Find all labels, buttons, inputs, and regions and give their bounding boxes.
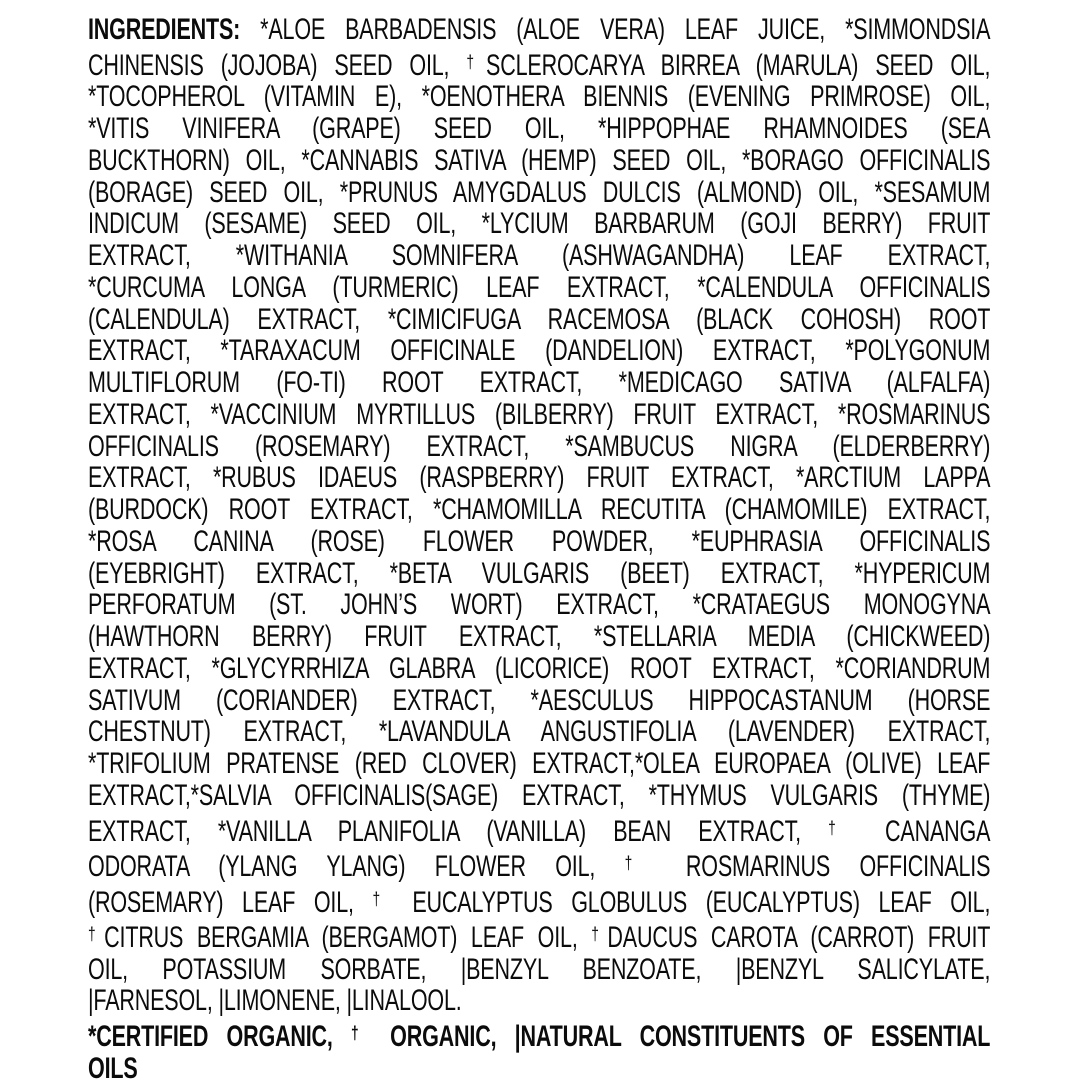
- ingredients-line: (HAWTHORN BERRY) FRUIT EXTRACT, *STELLARIA MEDIA (CHICKWEED): [88, 620, 991, 654]
- ingredients-line: PERFORATUM (ST. JOHN’S WORT) EXTRACT, *CRATAEGUS MONOGYNA: [88, 588, 991, 622]
- ingredients-line: *TRIFOLIUM PRATENSE (RED CLOVER) EXTRACT,*OLEA EUROPAEA (OLIVE) LEAF: [88, 747, 991, 781]
- ingredients-line: ODORATA (YLANG YLANG) FLOWER OIL, † ROSMARINUS OFFICINALIS: [88, 849, 991, 883]
- ingredients-line: BUCKTHORN) OIL, *CANNABIS SATIVA (HEMP) SEED OIL, *BORAGO OFFICINALIS: [88, 143, 991, 177]
- ingredients-line: INDICUM (SESAME) SEED OIL, *LYCIUM BARBARUM (GOJI BERRY) FRUIT: [88, 207, 991, 241]
- dagger-symbol: †: [466, 50, 486, 72]
- ingredients-line: OIL, POTASSIUM SORBATE, |BENZYL BENZOATE, |BENZYL SALICYLATE,: [88, 952, 991, 986]
- ingredients-text-block: [88, 14, 990, 1080]
- ingredients-line: EXTRACT, *RUBUS IDAEUS (RASPBERRY) FRUIT EXTRACT, *ARCTIUM LAPPA: [88, 461, 991, 495]
- ingredients-line: EXTRACT,*SALVIA OFFICINALIS(SAGE) EXTRACT, *THYMUS VULGARIS (THYME): [88, 778, 991, 812]
- dagger-symbol: †: [828, 816, 858, 838]
- legend-line: *CERTIFIED ORGANIC, † ORGANIC, |NATURAL CONSTITUENTS OF ESSENTIAL: [88, 1019, 991, 1053]
- ingredients-line: *TOCOPHEROL (VITAMIN E), *OENOTHERA BIENNIS (EVENING PRIMROSE) OIL,: [88, 80, 991, 114]
- dagger-symbol: †: [624, 852, 656, 874]
- ingredients-heading: INGREDIENTS:: [88, 13, 261, 46]
- ingredients-line: EXTRACT, *GLYCYRRHIZA GLABRA (LICORICE) ROOT EXTRACT, *CORIANDRUM: [88, 651, 991, 685]
- ingredients-line: OFFICINALIS (ROSEMARY) EXTRACT, *SAMBUCUS NIGRA (ELDERBERRY): [88, 429, 991, 463]
- ingredients-line: *VITIS VINIFERA (GRAPE) SEED OIL, *HIPPOPHAE RHAMNOIDES (SEA: [88, 112, 991, 146]
- ingredients-line: EXTRACT, *TARAXACUM OFFICINALE (DANDELION) EXTRACT, *POLYGONUM: [88, 334, 991, 368]
- ingredients-line: CHESTNUT) EXTRACT, *LAVANDULA ANGUSTIFOLIA (LAVENDER) EXTRACT,: [88, 715, 991, 749]
- dagger-symbol: †: [88, 923, 104, 945]
- dagger-symbol: †: [351, 1022, 372, 1044]
- ingredients-line: (CALENDULA) EXTRACT, *CIMICIFUGA RACEMOSA (BLACK COHOSH) ROOT: [88, 302, 991, 336]
- ingredients-line: *CURCUMA LONGA (TURMERIC) LEAF EXTRACT, *CALENDULA OFFICINALIS: [88, 270, 991, 304]
- ingredients-line: EXTRACT, *WITHANIA SOMNIFERA (ASHWAGANDHA) LEAF EXTRACT,: [88, 239, 991, 273]
- ingredients-line: (EYEBRIGHT) EXTRACT, *BETA VULGARIS (BEET) EXTRACT, *HYPERICUM: [88, 556, 991, 590]
- ingredients-line: *ROSA CANINA (ROSE) FLOWER POWDER, *EUPHRASIA OFFICINALIS: [88, 524, 991, 558]
- ingredients-line: †CITRUS BERGAMIA (BERGAMOT) LEAF OIL, †DAUCUS CAROTA (CARROT) FRUIT: [88, 920, 991, 954]
- ingredients-line: INGREDIENTS: *ALOE BARBADENSIS (ALOE VERA) LEAF JUICE, *SIMMONDSIA: [88, 13, 991, 46]
- ingredients-line: (BURDOCK) ROOT EXTRACT, *CHAMOMILLA RECUTITA (CHAMOMILE) EXTRACT,: [88, 493, 991, 527]
- ingredients-line: CHINENSIS (JOJOBA) SEED OIL, †SCLEROCARYA BIRREA (MARULA) SEED OIL,: [88, 48, 991, 82]
- ingredients-line: |FARNESOL, |LIMONENE, |LINALOOL.: [88, 984, 462, 1018]
- ingredients-line: EXTRACT, *VACCINIUM MYRTILLUS (BILBERRY) FRUIT EXTRACT, *ROSMARINUS: [88, 397, 991, 431]
- ingredients-line: (ROSEMARY) LEAF OIL, † EUCALYPTUS GLOBULUS (EUCALYPTUS) LEAF OIL,: [88, 885, 991, 919]
- dagger-symbol: †: [372, 887, 394, 909]
- ingredients-line: (BORAGE) SEED OIL, *PRUNUS AMYGDALUS DULCIS (ALMOND) OIL, *SESAMUM: [88, 175, 991, 209]
- legend-line: OILS: [88, 1051, 138, 1080]
- ingredients-line: MULTIFLORUM (FO-TI) ROOT EXTRACT, *MEDICAGO SATIVA (ALFALFA): [88, 366, 991, 400]
- ingredients-line: SATIVUM (CORIANDER) EXTRACT, *AESCULUS HIPPOCASTANUM (HORSE: [88, 683, 991, 717]
- ingredients-line: EXTRACT, *VANILLA PLANIFOLIA (VANILLA) BEAN EXTRACT, † CANANGA: [88, 814, 991, 848]
- dagger-symbol: †: [591, 923, 607, 945]
